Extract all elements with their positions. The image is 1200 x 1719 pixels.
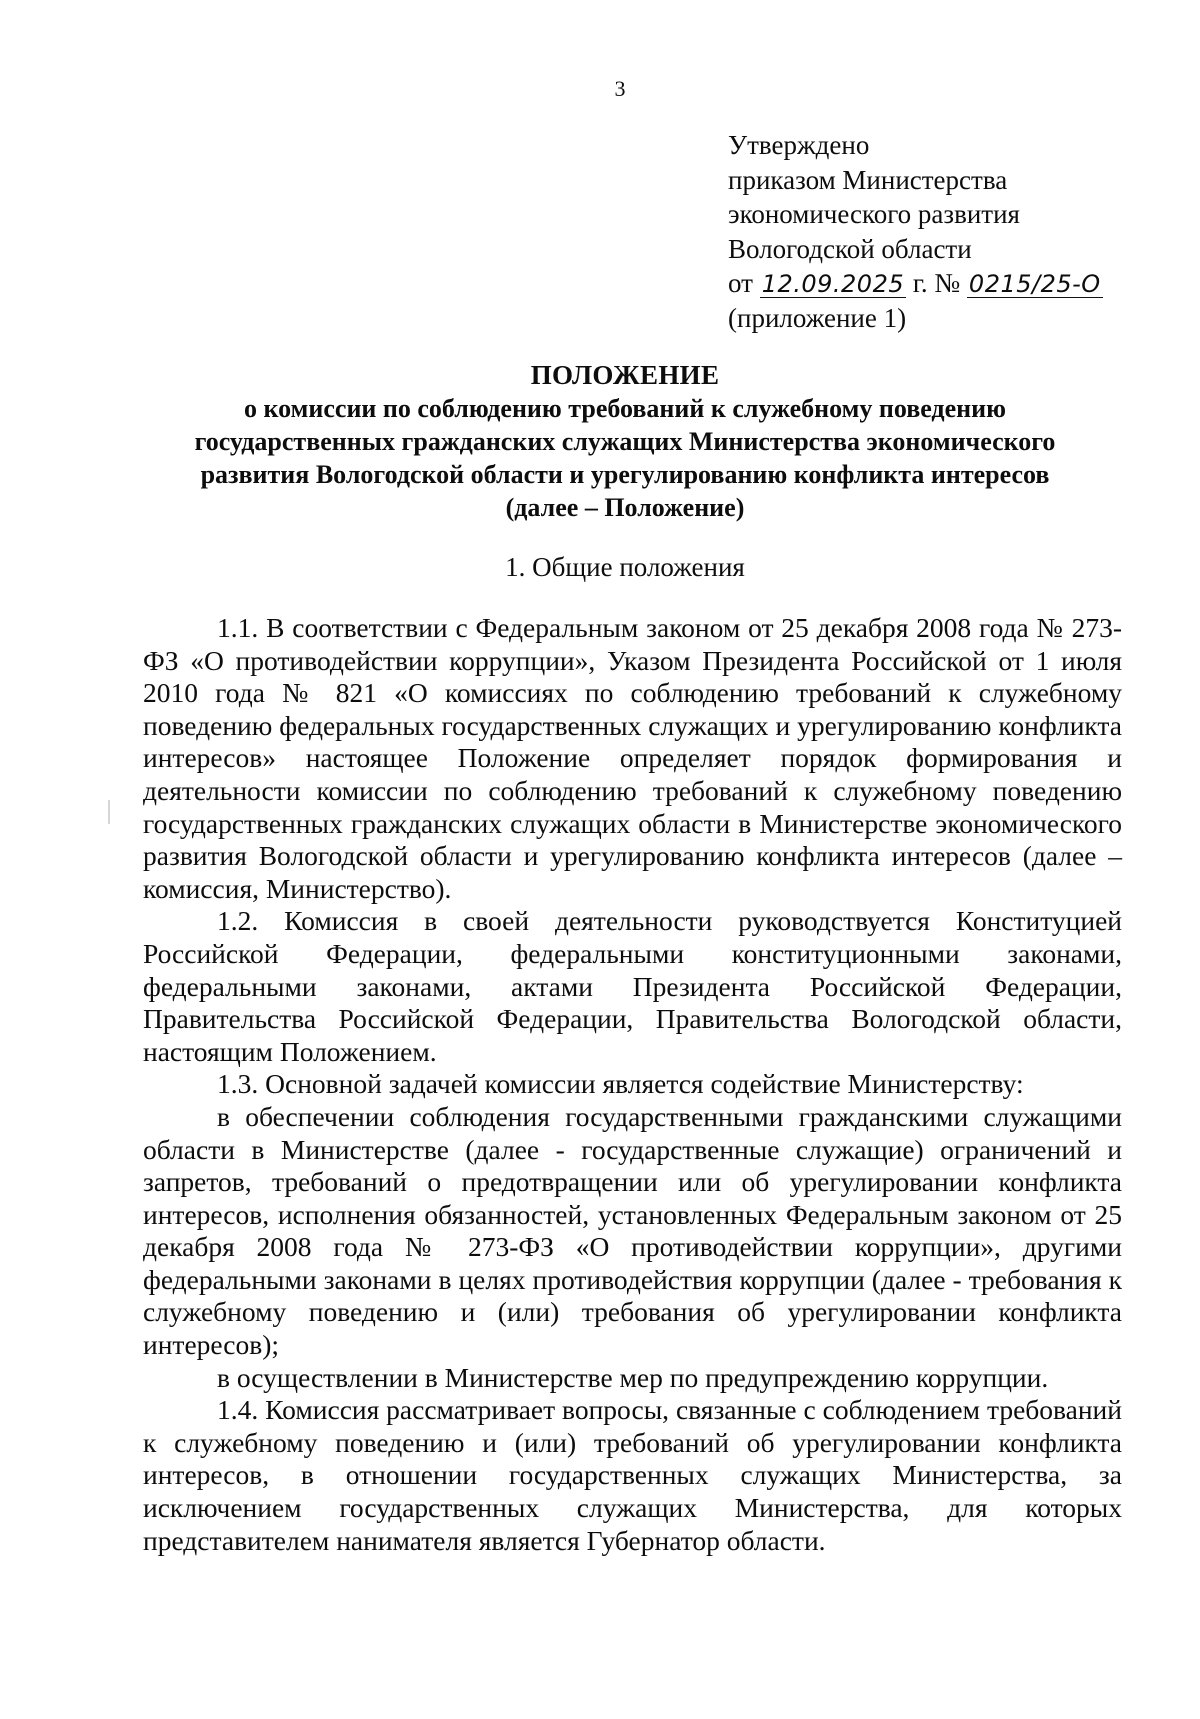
paragraph-1-3-item-1: в обеспечении соблюдения государственными гражданскими служащими области в Министерстве (далее - государственные служащие) ограничений и запретов, требований о предотвращении или об урегулировании конфликта интересов, исполнения обязанностей, установленных Федеральным законом от 25 декабря 2008 года № 273-ФЗ «О противодействии коррупции», другими федеральными законами в целях противодействия коррупции (далее - требования к служебному поведению и (или) требования об урегулировании конфликта интересов); xyxy=(143,1100,1122,1361)
approval-line-annex: (приложение 1) xyxy=(728,302,907,333)
paragraph-1-2: 1.2. Комиссия в своей деятельности руководствуется Конституцией Российской Федерации, федеральными конституционными законами, федеральными законами, актами Президента Российской Федерации, Правительства Российской Федерации, Правительства Вологодской области, настоящим Положением. xyxy=(143,905,1122,1067)
approval-line-ministry: экономического развития xyxy=(728,199,1020,229)
approval-line-region: Вологодской области xyxy=(728,233,972,264)
date-prefix: от xyxy=(728,268,753,298)
document-subtitle-line-4: (далее – Положение) xyxy=(505,493,745,522)
approval-line-order: приказом Министерства xyxy=(728,164,1008,195)
document-subtitle-line-2: государственных гражданских служащих Министерства экономического xyxy=(194,427,1056,456)
paragraph-1-1: 1.1. В соответствии с Федеральным законом от 25 декабря 2008 года № 273-ФЗ «О противодействии коррупции», Указом Президента Российской от 1 июля 2010 года № 821 «О комиссиях по соблюдению требований к служебному поведению федеральных государственных служащих и урегулированию конфликта интересов» настоящее Положение определяет порядок формирования и деятельности комиссии по соблюдению требований к служебному поведению государственных гражданских служащих области в Министерстве экономического развития Вологодской области и урегулированию конфликта интересов (далее – комиссия, Министерство). xyxy=(143,612,1122,904)
document-title: ПОЛОЖЕНИЕ xyxy=(530,360,720,390)
order-number-prefix: г. № xyxy=(912,268,961,298)
section-heading: 1. Общие положения xyxy=(505,552,745,582)
document-body xyxy=(143,612,1122,1557)
paragraph-1-3-item-2: в осуществлении в Министерстве мер по предупреждению коррупции. xyxy=(217,1361,1049,1393)
document-subtitle-line-1: о комиссии по соблюдению требований к служебному поведению xyxy=(244,394,1006,423)
handwritten-date: 12.09.2025 xyxy=(761,270,905,298)
page-number: 3 xyxy=(614,76,626,101)
document-subtitle-line-3: развития Вологодской области и урегулированию конфликта интересов xyxy=(200,460,1050,489)
approval-stamp-block xyxy=(728,128,1168,335)
approval-line-date xyxy=(728,266,1168,301)
paragraph-1-4: 1.4. Комиссия рассматривает вопросы, связанные с соблюдением требований к служебному поведению и (или) требований об урегулировании конфликта интересов, в отношении государственных служащих Министерства, за исключением государственных служащих Министерства, для которых представителем нанимателя является Губернатор области. xyxy=(143,1394,1122,1556)
paragraph-1-3: 1.3. Основной задачей комиссии является содействие Министерству: xyxy=(217,1068,1024,1100)
handwritten-order-number: 0215/25-О xyxy=(968,270,1101,298)
approval-line-approved: Утверждено xyxy=(728,130,870,160)
scan-artifact xyxy=(108,800,110,824)
document-title-block xyxy=(145,359,1105,524)
